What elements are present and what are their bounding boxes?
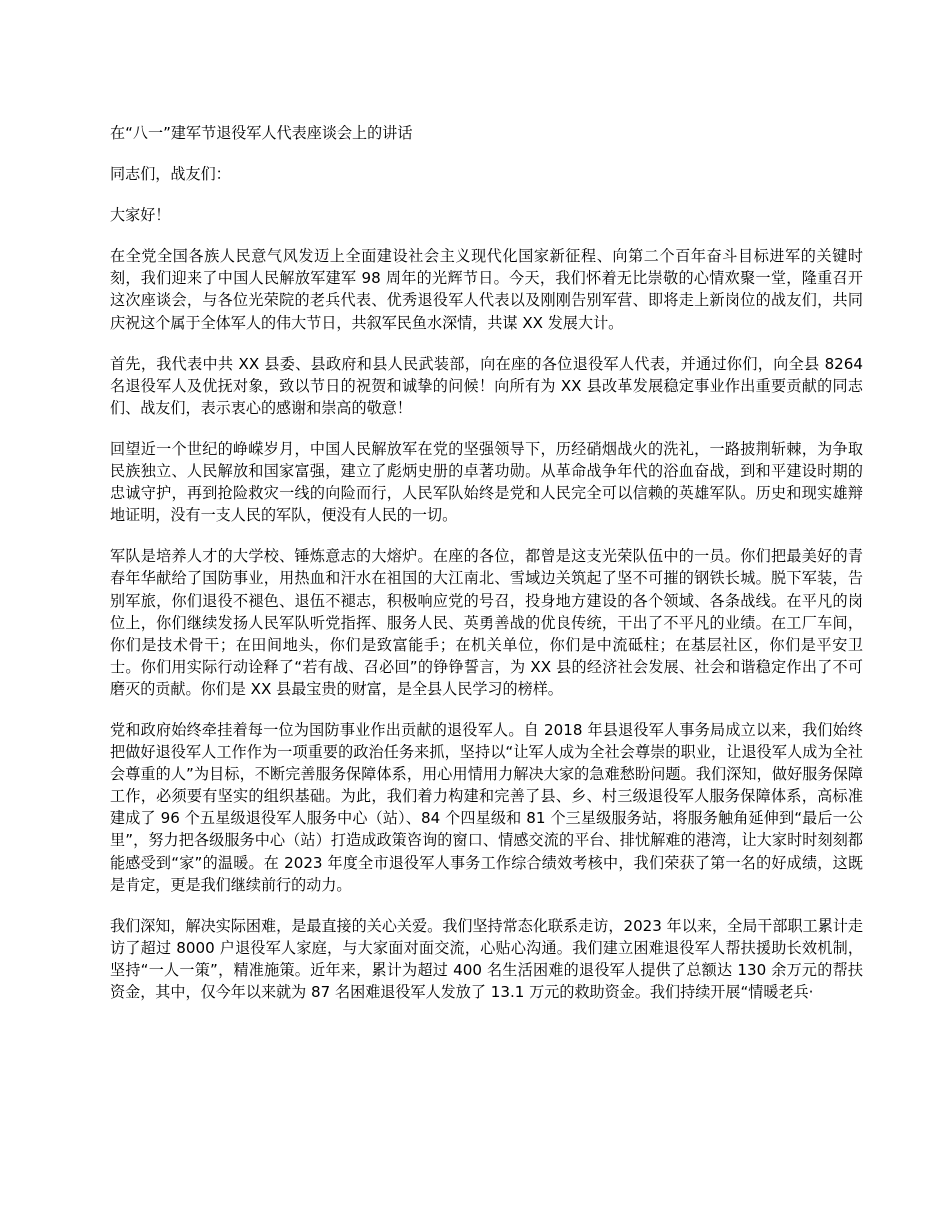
body-paragraph-3: 回望近一个世纪的峥嵘岁月，中国人民解放军在党的坚强领导下，历经硝烟战火的洗礼，一路披荆斩棘，为争取民族独立、人民解放和国家富强，建立了彪炳史册的卓著功勋。从革命战争年代的浴血奋战，到和平建设时期的忠诚守护，再到抢险救灾一线的向险而行，人民军队始终是党和人民完全可以信赖的英雄军队。历史和现实雄辩地证明，没有一支人民的军队，便没有人民的一切。	[110, 439, 863, 525]
body-paragraph-5: 党和政府始终牵挂着每一位为国防事业作出贡献的退役军人。自 2018 年县退役军人事务局成立以来，我们始终把做好退役军人工作作为一项重要的政治任务来抓，坚持以“让军人成为全社会尊崇的职业，让退役军人成为全社会尊重的人”为目标，不断完善服务保障体系，用心用情用力解决大家的急难愁盼问题。我们深知，做好服务保障工作，必须要有坚实的组织基础。为此，我们着力构建和完善了县、乡、村三级退役军人服务保障体系，高标准建成了 96 个五星级退役军人服务中心（站）、84 个四星级和 81 个三星级服务站，将服务触角延伸到“最后一公里”，努力把各级服务中心（站）打造成政策咨询的窗口、情感交流的平台、排忧解难的港湾，让大家时时刻刻都能感受到“家”的温暖。在 2023 年度全市退役军人事务工作综合绩效考核中，我们荣获了第一名的好成绩，这既是肯定，更是我们继续前行的动力。	[110, 720, 863, 894]
greeting-line: 大家好！	[110, 206, 171, 225]
body-paragraph-4: 军队是培养人才的大学校、锤炼意志的大熔炉。在座的各位，都曾是这支光荣队伍中的一员。你们把最美好的青春年华献给了国防事业，用热血和汗水在祖国的大江南北、雪域边关筑起了坚不可摧的钢铁长城。脱下军装，告别军旅，你们退役不褪色、退伍不褪志，积极响应党的号召，投身地方建设的各个领域、各条战线。在平凡的岗位上，你们继续发扬人民军队听党指挥、服务人民、英勇善战的优良传统，干出了不平凡的业绩。在工厂车间，你们是技术骨干；在田间地头，你们是致富能手；在机关单位，你们是中流砥柱；在基层社区，你们是平安卫士。你们用实际行动诠释了“若有战、召必回”的铮铮誓言，为 XX 县的经济社会发展、社会和谐稳定作出了不可磨灭的贡献。你们是 XX 县最宝贵的财富，是全县人民学习的榜样。	[110, 547, 863, 698]
body-paragraph-2: 首先，我代表中共 XX 县委、县政府和县人民武装部，向在座的各位退役军人代表，并通过你们，向全县 8264 名退役军人及优抚对象，致以节日的祝贺和诚挚的问候！向所有为 XX 县改革发展稳定事业作出重要贡献的同志们、战友们，表示衷心的感谢和崇高的敬意！	[110, 354, 863, 417]
body-paragraph-6: 我们深知，解决实际困难，是最直接的关心关爱。我们坚持常态化联系走访，2023 年以来，全局干部职工累计走访了超过 8000 户退役军人家庭，与大家面对面交流，心贴心沟通。我们建立困难退役军人帮扶援助长效机制，坚持“一人一策”，精准施策。近年来，累计为超过 400 名生活困难的退役军人提供了总额达 130 余万元的帮扶资金，其中，仅今年以来就为 87 名困难退役军人发放了 13.1 万元的救助资金。我们持续开展“情暖老兵·	[110, 916, 863, 1001]
document-body	[110, 122, 863, 1003]
document-title: 在“八一”建军节退役军人代表座谈会上的讲话	[110, 124, 413, 142]
body-paragraph-1: 在全党全国各族人民意气风发迈上全面建设社会主义现代化国家新征程、向第二个百年奋斗目标进军的关键时刻，我们迎来了中国人民解放军建军 98 周年的光辉节日。今天，我们怀着无比崇敬的心情欢聚一堂，隆重召开这次座谈会，与各位光荣院的老兵代表、优秀退役军人代表以及刚刚告别军营、即将走上新岗位的战友们，共同庆祝这个属于全体军人的伟大节日，共叙军民鱼水深情，共谋 XX 发展大计。	[110, 247, 863, 332]
salutation-line: 同志们，战友们：	[110, 165, 231, 184]
